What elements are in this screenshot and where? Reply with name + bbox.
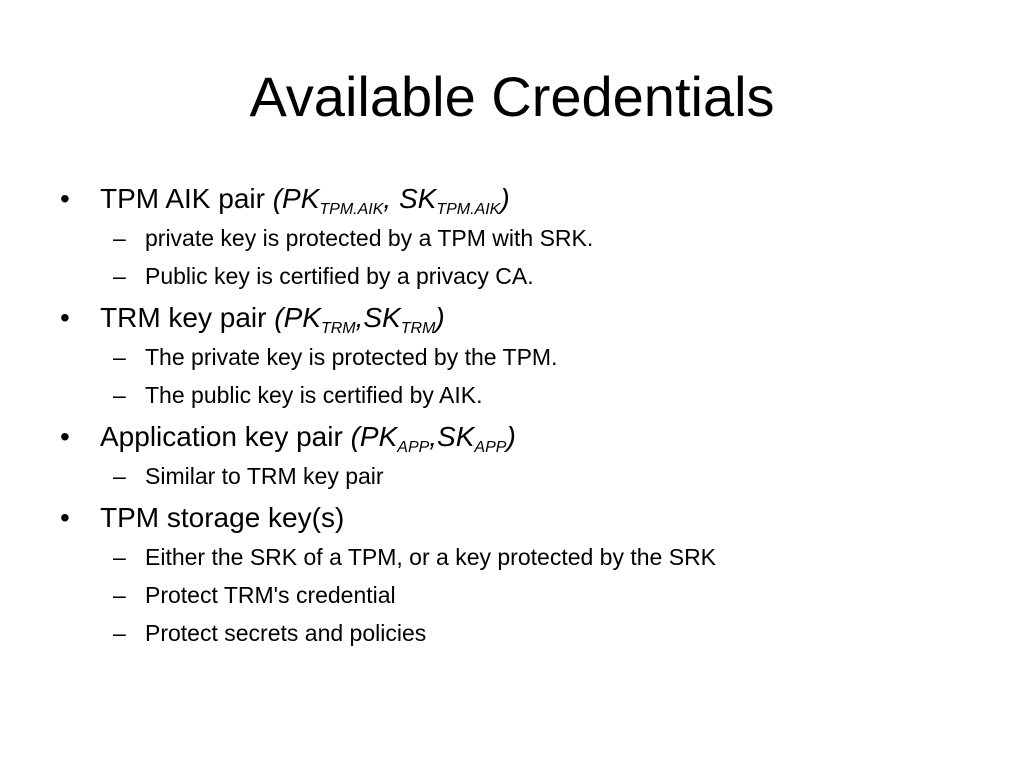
notation-part: (PK <box>350 421 398 452</box>
sub-item-text: Either the SRK of a TPM, or a key protected by the SRK <box>145 544 717 570</box>
bullet-list <box>60 181 1000 647</box>
sub-marker: – <box>113 344 126 370</box>
bullet-text: Application key pair <box>100 421 351 452</box>
notation-part: ) <box>506 421 516 452</box>
sub-item-text: Protect TRM's credential <box>145 582 396 608</box>
bullet-item-trm-key-pair <box>60 300 1000 336</box>
bullet-marker: • <box>60 302 70 333</box>
key-pair-notation <box>274 302 445 337</box>
notation-part: ,SK <box>429 421 475 452</box>
notation-part: , SK <box>383 183 437 214</box>
notation-subscript: TPM.AIK <box>436 201 501 218</box>
sub-item-text: The private key is protected by the TPM. <box>145 344 558 370</box>
sub-item <box>60 543 1000 571</box>
sub-item <box>60 619 1000 647</box>
sub-item-text: private key is protected by a TPM with SRK. <box>145 225 594 251</box>
sub-item <box>60 262 1000 290</box>
bullet-text: TPM storage key(s) <box>100 502 345 533</box>
sub-marker: – <box>113 263 126 289</box>
notation-subscript: TRM <box>400 320 436 337</box>
sub-marker: – <box>113 463 126 489</box>
sub-marker: – <box>113 544 126 570</box>
notation-part: ) <box>500 183 510 214</box>
sub-item <box>60 343 1000 371</box>
sub-item-text: Protect secrets and policies <box>145 620 427 646</box>
sub-marker: – <box>113 225 126 251</box>
sub-item-text: Similar to TRM key pair <box>145 463 384 489</box>
sub-marker: – <box>113 582 126 608</box>
notation-part: ) <box>435 302 445 333</box>
notation-part: (PK <box>274 302 321 333</box>
slide-title: Available Credentials <box>249 65 775 128</box>
sub-item <box>60 224 1000 252</box>
notation-subscript: APP <box>397 439 430 456</box>
sub-marker: – <box>113 382 126 408</box>
notation-part: (PK <box>272 183 320 214</box>
sub-item <box>60 381 1000 409</box>
bullet-text: TRM key pair <box>100 302 275 333</box>
sub-item <box>60 581 1000 609</box>
sub-item-text: Public key is certified by a privacy CA. <box>145 263 534 289</box>
key-pair-notation <box>350 421 516 456</box>
sub-marker: – <box>113 620 126 646</box>
bullet-item-tpm-storage-keys <box>60 500 1000 536</box>
bullet-item-application-key-pair <box>60 419 1000 455</box>
sub-item-text: The public key is certified by AIK. <box>145 382 483 408</box>
notation-subscript: TPM.AIK <box>319 201 384 218</box>
bullet-marker: • <box>60 421 70 452</box>
bullet-text: TPM AIK pair <box>100 183 273 214</box>
bullet-marker: • <box>60 502 70 533</box>
bullet-item-tpm-aik-pair <box>60 181 1000 217</box>
notation-part: ,SK <box>355 302 401 333</box>
bullet-marker: • <box>60 183 70 214</box>
notation-subscript: TRM <box>320 320 356 337</box>
key-pair-notation <box>272 183 510 218</box>
sub-item <box>60 462 1000 490</box>
notation-subscript: APP <box>474 439 507 456</box>
